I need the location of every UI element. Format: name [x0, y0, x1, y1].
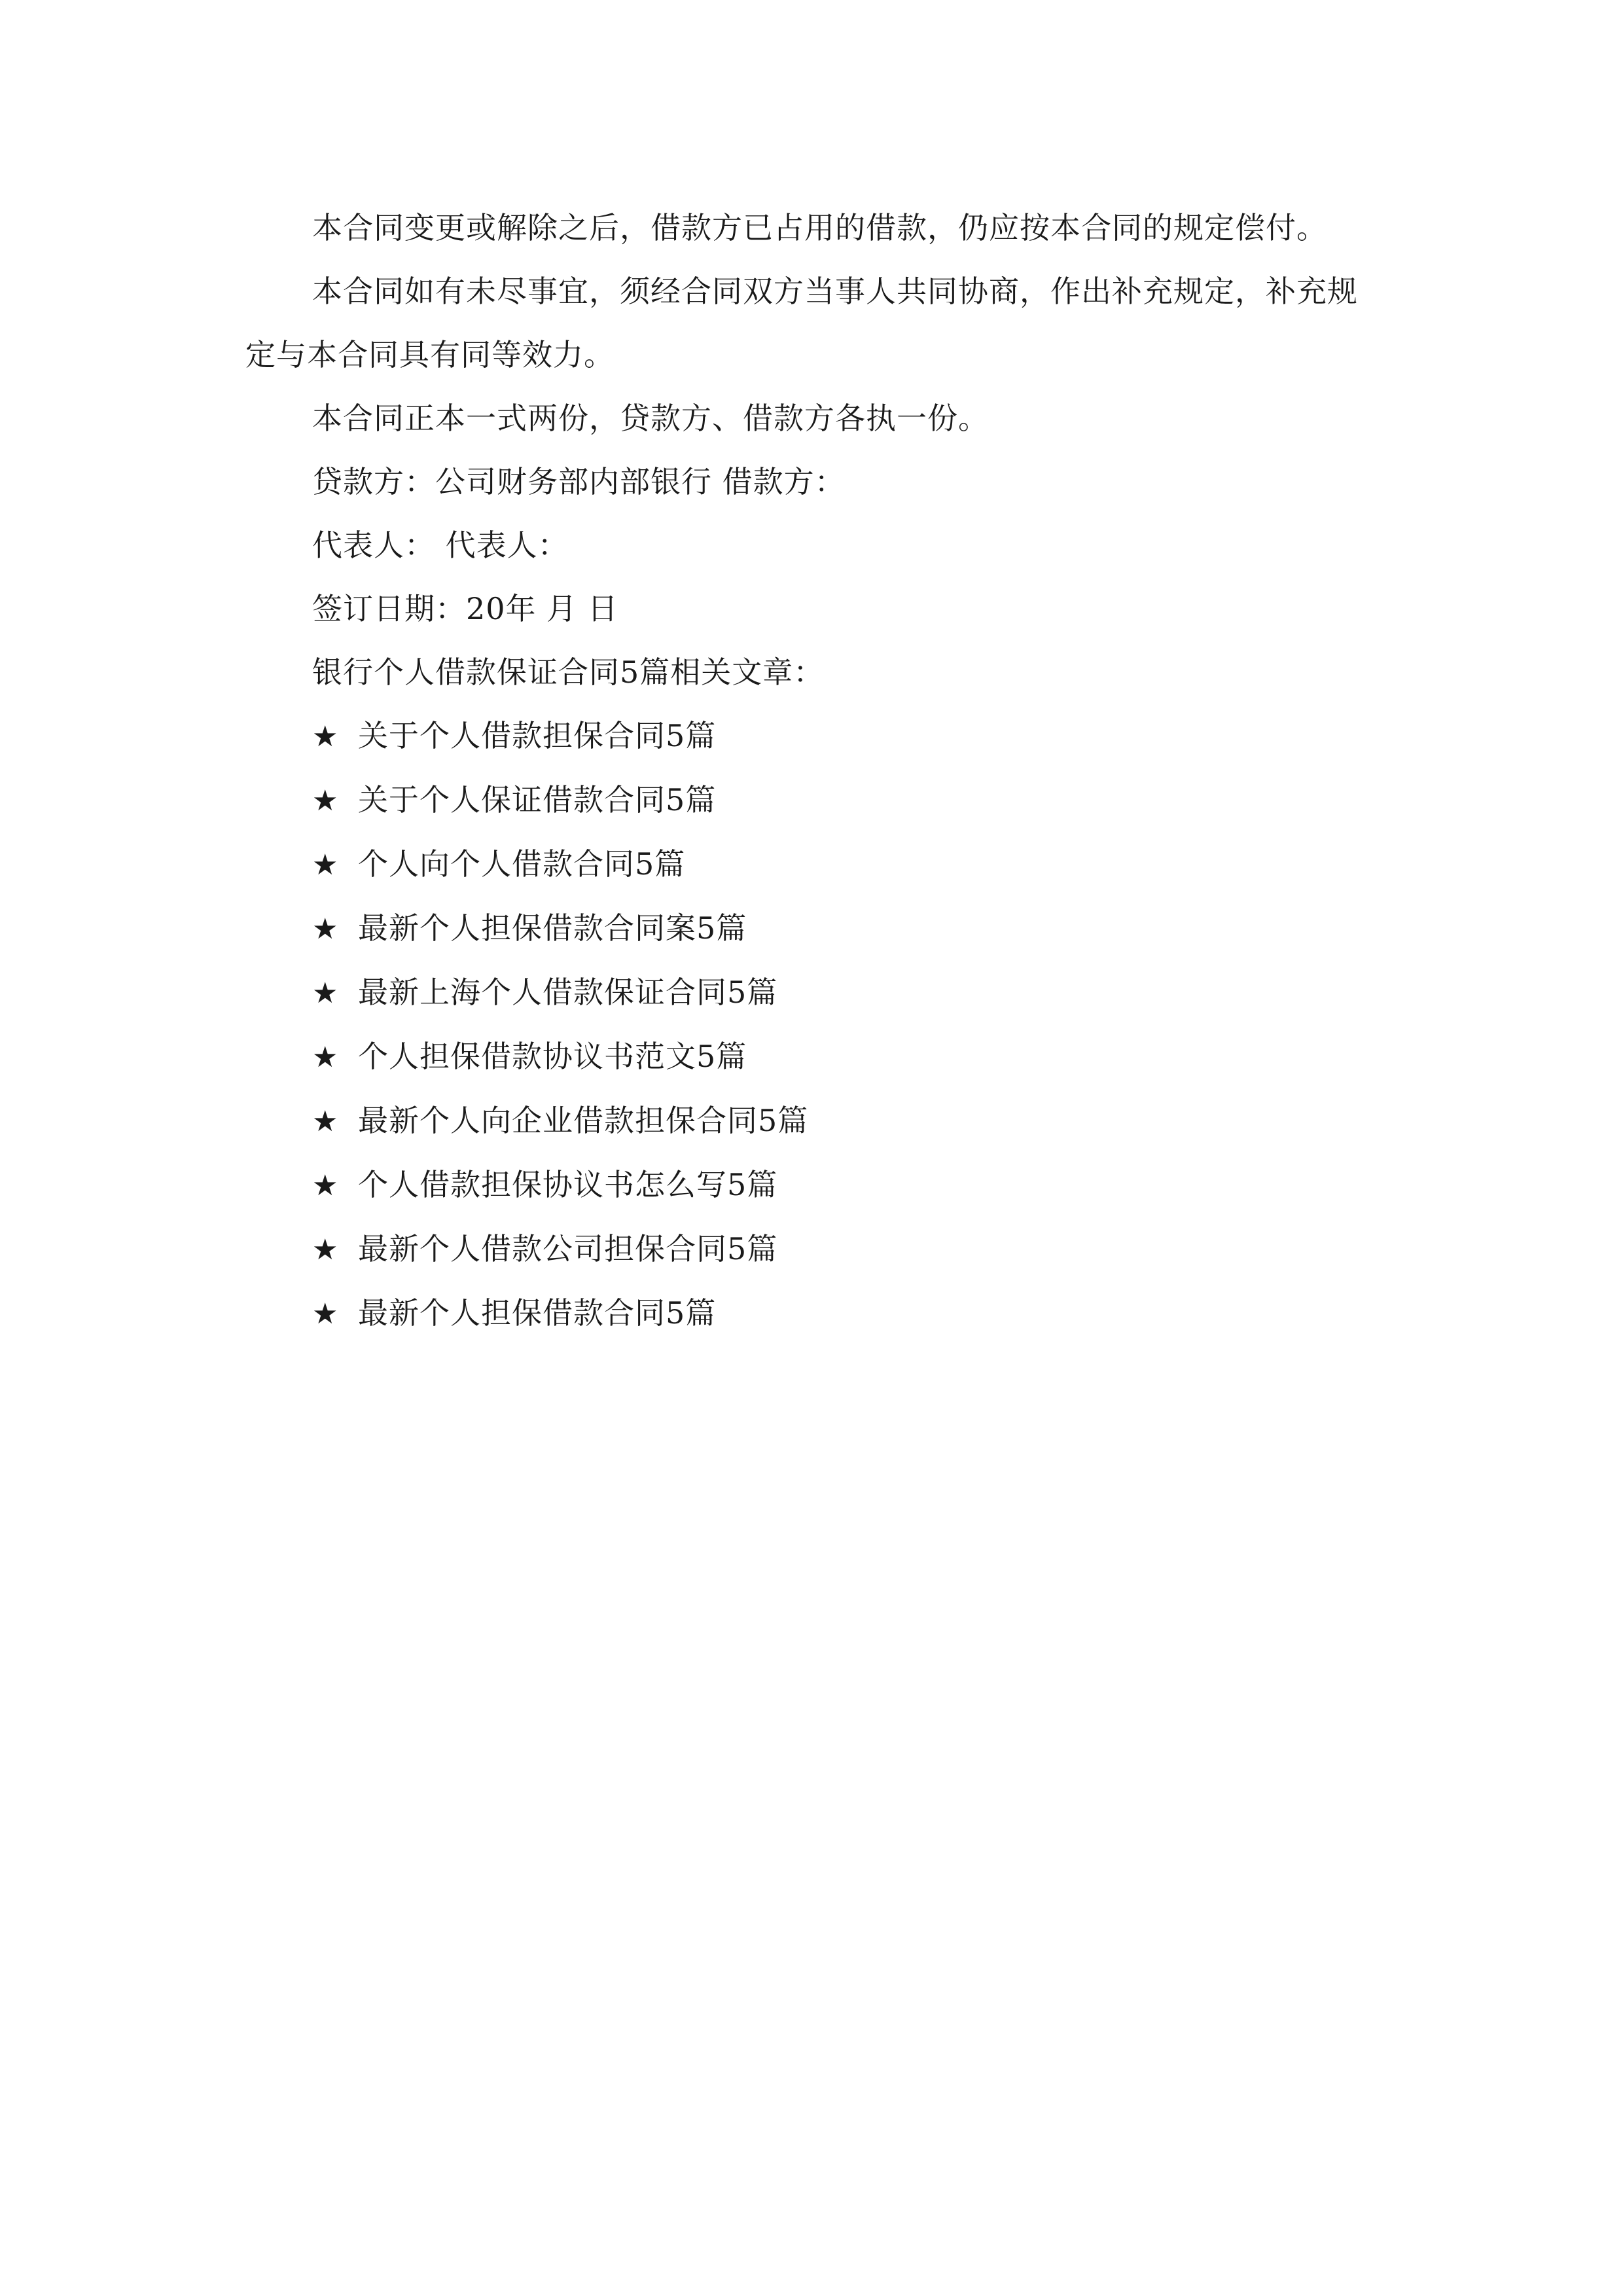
- related-article-title: 最新个人担保借款合同案5篇: [358, 910, 747, 946]
- lender-borrower-line: 贷款方：公司财务部内部银行 借款方：: [312, 464, 846, 499]
- star-icon: ★: [312, 1233, 339, 1266]
- star-icon: ★: [312, 720, 339, 753]
- related-article-link[interactable]: [245, 768, 1384, 833]
- related-article-title: 最新个人担保借款合同5篇: [358, 1295, 717, 1331]
- paragraph-copies: 本合同正本一式两份，贷款方、借款方各执一份。: [312, 401, 989, 436]
- related-articles-heading: 银行个人借款保证合同5篇相关文章：: [312, 655, 825, 690]
- related-articles-list: [245, 704, 1384, 1346]
- signing-date-line: 签订日期：20年 月 日: [312, 591, 618, 626]
- related-article-link[interactable]: [245, 961, 1384, 1025]
- related-article-title: 关于个人保证借款合同5篇: [358, 782, 717, 817]
- related-article-title: 个人向个人借款合同5篇: [358, 846, 686, 882]
- related-article-link[interactable]: [245, 1153, 1384, 1217]
- related-article-link[interactable]: [245, 833, 1384, 897]
- star-icon: ★: [312, 1297, 339, 1331]
- related-article-link[interactable]: [245, 1282, 1384, 1346]
- related-article-link[interactable]: [245, 897, 1384, 961]
- related-article-link[interactable]: [245, 1025, 1384, 1089]
- star-icon: ★: [312, 1041, 339, 1074]
- related-article-title: 最新个人向企业借款担保合同5篇: [358, 1103, 809, 1138]
- star-icon: ★: [312, 1105, 339, 1138]
- star-icon: ★: [312, 1169, 339, 1202]
- star-icon: ★: [312, 784, 339, 817]
- related-article-link[interactable]: [245, 704, 1384, 768]
- related-article-title: 关于个人借款担保合同5篇: [358, 718, 717, 753]
- paragraph-settlement: 本合同变更或解除之后，借款方已占用的借款，仍应按本合同的规定偿付。: [312, 210, 1327, 245]
- related-article-title: 最新上海个人借款保证合同5篇: [358, 975, 778, 1010]
- star-icon: ★: [312, 848, 339, 882]
- related-article-link[interactable]: [245, 1089, 1384, 1153]
- related-article-link[interactable]: [245, 1217, 1384, 1282]
- paragraph-supplement: 本合同如有未尽事宜，须经合同双方当事人共同协商，作出补充规定，补充规定与本合同具有同等效力。: [245, 274, 1358, 372]
- document-body: [245, 196, 1384, 1346]
- related-article-title: 个人借款担保协议书怎么写5篇: [358, 1167, 778, 1202]
- related-article-title: 个人担保借款协议书范文5篇: [358, 1039, 747, 1074]
- related-article-title: 最新个人借款公司担保合同5篇: [358, 1231, 778, 1266]
- star-icon: ★: [312, 912, 339, 946]
- representative-line: 代表人： 代表人：: [312, 528, 569, 563]
- star-icon: ★: [312, 977, 339, 1010]
